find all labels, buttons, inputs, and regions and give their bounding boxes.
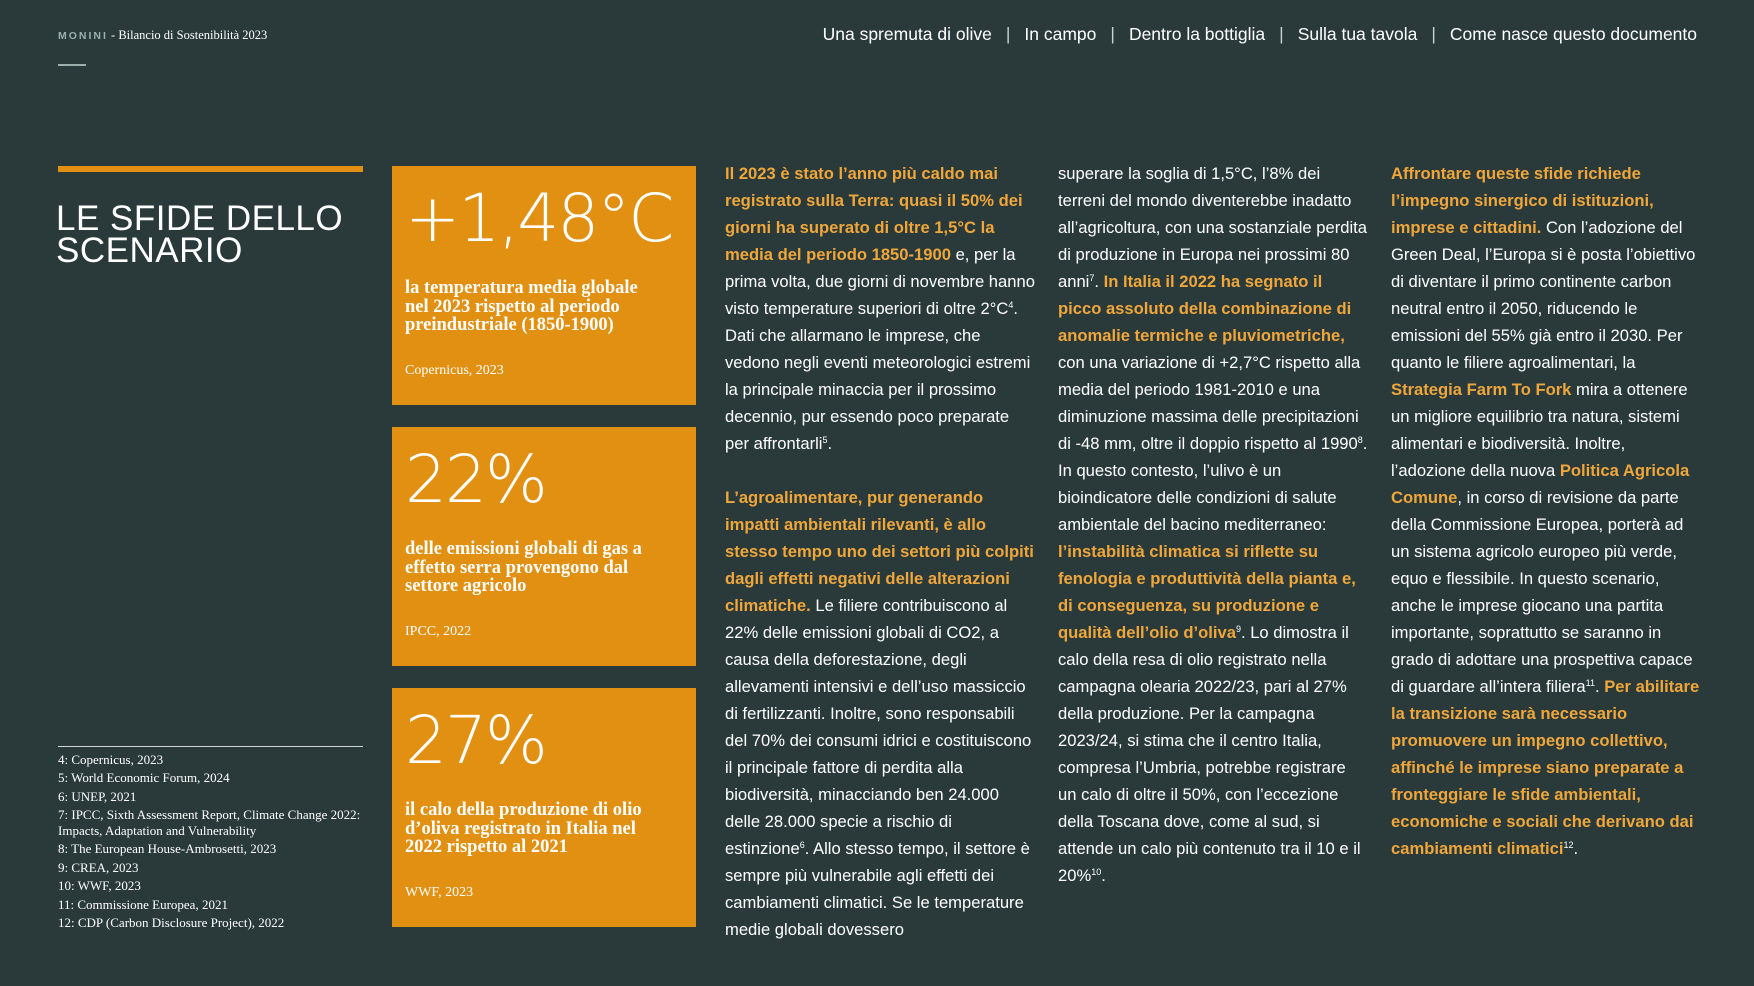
footnote-ref: 8 — [1357, 435, 1363, 445]
highlighted-text: Per abilitare la transizione sarà necessario promuovere un impegno collettivo, affinché le imprese siano preparate a fronteggiare le sfide ambientali, economiche e sociali che derivano dai cambiamenti climatici — [1391, 677, 1700, 858]
stat-card-emissions — [392, 427, 696, 666]
body-text: con una variazione di +2,7°C rispetto alla media del periodo 1981-2010 e una diminuzione massima delle precipitazioni di -48 mm, oltre il doppio rispetto al 1990 — [1058, 353, 1361, 453]
body-text: . — [1594, 677, 1605, 696]
body-text: superare la soglia di 1,5°C, l’8% dei terreni del mondo diventerebbe inadatto all’agricoltura, con una sostanziale perdita di produzione in Europa nei prossimi 80 anni — [1058, 164, 1368, 291]
stat-value: +1,48°C — [405, 180, 673, 257]
stat-description: delle emissioni globali di gas a effetto serra provengono dal settore agricolo — [405, 539, 642, 596]
body-text: Con l’adozione del Green Deal, l’Europa si è posta l’obiettivo di diventare il primo continente carbon neutral entro il 2050, riducendo le emissioni del 55% già entro il 2030. Per quanto le filiere agroalimentari, la — [1391, 218, 1696, 372]
highlighted-text: L’agroalimentare, pur generando impatti ambientali rilevanti, è allo stesso tempo uno dei settori più colpiti dagli effetti negativi delle alterazioni climatiche. — [725, 488, 1034, 615]
footnote-ref: 4 — [1008, 300, 1014, 310]
body-text: . In questo contesto, l’ulivo è un bioindicatore delle condizioni di salute ambientale del bacino mediterraneo: — [1058, 434, 1368, 534]
stat-source: WWF, 2023 — [405, 885, 474, 900]
section-title — [56, 199, 366, 271]
highlighted-text: Affrontare queste sfide richiede l’impegno sinergico di istituzioni, imprese e cittadini. — [1391, 164, 1654, 237]
top-navigation — [823, 24, 1697, 45]
stat-card-olive-oil-production — [392, 688, 696, 927]
footnote-ref: 10 — [1091, 867, 1102, 877]
stat-source: Copernicus, 2023 — [405, 363, 504, 378]
footnote-5: 5: World Economic Forum, 2024 — [58, 770, 230, 786]
body-text: . — [1094, 272, 1104, 291]
nav-item-in-campo[interactable]: In campo — [1024, 24, 1097, 44]
body-column-1 — [725, 160, 1035, 943]
nav-separator: | — [1431, 24, 1436, 44]
footnote-10: 10: WWF, 2023 — [58, 878, 141, 894]
document-subtitle: - Bilancio di Sostenibilità 2023 — [107, 28, 268, 42]
paragraph — [1391, 160, 1701, 862]
body-text: Le filiere contribuiscono al 22% delle emissioni globali di CO2, a causa della deforestazione, degli allevamenti intensivi e dell’uso massiccio di fertilizzanti. Inoltre, sono responsabili del 70% dei consumi idrici e costituiscono il principale fattore di perdita alla biodiversità, minacciando ben 24.000 delle 28.000 specie a rischio di estinzione — [725, 596, 1032, 858]
footnote-7: 7: IPCC, Sixth Assessment Report, Climate Change 2022: Impacts, Adaptation and Vulnerability — [58, 807, 361, 838]
section-title-rule — [58, 166, 363, 172]
stat-source: IPCC, 2022 — [405, 624, 472, 639]
body-text: . — [1573, 839, 1579, 858]
body-text: . — [1101, 866, 1106, 885]
body-text: . — [827, 434, 833, 453]
stat-value: 22% — [405, 441, 546, 518]
footnote-12: 12: CDP (Carbon Disclosure Project), 2022 — [58, 914, 285, 930]
body-column-2 — [1058, 160, 1368, 889]
highlighted-text: Strategia Farm To Fork — [1391, 380, 1572, 399]
footnote-4: 4: Copernicus, 2023 — [58, 752, 164, 767]
footnote-9: 9: CREA, 2023 — [58, 859, 139, 875]
nav-separator: | — [1005, 24, 1011, 44]
section-title-line-2: SCENARIO — [56, 231, 243, 271]
stat-card-temperature — [392, 166, 696, 405]
nav-item-dentro-la-bottiglia[interactable]: Dentro la bottiglia — [1128, 24, 1266, 44]
footnote-8: 8: The European House-Ambrosetti, 2023 — [58, 841, 277, 857]
nav-item-una-spremuta-di-olive[interactable]: Una spremuta di olive — [822, 24, 992, 44]
nav-separator: | — [1279, 24, 1284, 44]
header-divider — [58, 64, 86, 66]
stat-description: il calo della produzione di olio d’oliva registrato in Italia nel 2022 rispetto al 2021 — [405, 800, 642, 857]
nav-item-sulla-tua-tavola[interactable]: Sulla tua tavola — [1297, 24, 1418, 44]
body-text: . Allo stesso tempo, il settore è sempre più vulnerabile agli effetti dei cambiamenti climatici. Se le temperature medie globali dovessero — [725, 839, 1030, 939]
section-title-line-1: LE SFIDE DELLO — [56, 199, 344, 239]
footnote-11: 11: Commissione Europea, 2021 — [58, 896, 228, 912]
body-text: mira a ottenere un migliore equilibrio tra natura, sistemi alimentari e biodiversità. Inoltre, l’adozione della nuova — [1391, 380, 1688, 480]
footnotes-list — [58, 746, 363, 933]
body-column-3 — [1391, 160, 1701, 862]
body-text: , in corso di revisione da parte della Commissione Europea, porterà ad un sistema agricolo europeo più verde, equo e flessibile. In questo scenario, anche le imprese giocano una partita importante, soprattutto se saranno in grado di adottare una prospettiva capace di guardare all’intera filiera — [1391, 488, 1693, 696]
stat-description: la temperatura media globale nel 2023 rispetto al periodo preindustriale (1850-1900) — [405, 278, 638, 335]
footnote-ref: 12 — [1563, 840, 1574, 850]
paragraph — [725, 484, 1035, 943]
footnote-6: 6: UNEP, 2021 — [58, 788, 137, 804]
paragraph — [725, 160, 1035, 457]
footnote-ref: 5 — [822, 435, 828, 445]
footnote-ref: 9 — [1235, 624, 1241, 634]
highlighted-text: In Italia il 2022 ha segnato il picco assoluto della combinazione di anomalie termiche e pluviometriche, — [1058, 272, 1352, 345]
brand-name: MONINI — [58, 30, 108, 42]
paragraph — [1058, 160, 1368, 889]
footnote-ref: 6 — [799, 840, 805, 850]
body-text: . Lo dimostra il calo della resa di olio registrato nella campagna olearia 2022/23, pari al 27% della produzione. Per la campagna 2023/24, si stima che il centro Italia, compresa l’Umbria, potrebbe registrare un calo di oltre il 50%, con l’eccezione della Toscana dove, come al sud, si attende un calo più contenuto tra il 10 e il 20% — [1058, 623, 1361, 885]
body-text: e, per la prima volta, due giorni di novembre hanno visto temperature superiori di oltre 2°C — [725, 245, 1035, 318]
nav-item-come-nasce-questo-documento[interactable]: Come nasce questo documento — [1449, 24, 1697, 44]
nav-separator: | — [1110, 24, 1115, 44]
body-text: . Dati che allarmano le imprese, che vedono negli eventi meteorologici estremi la principale minaccia per il prossimo decennio, pur essendo poco preparate per affrontarli — [725, 299, 1031, 453]
footnote-ref: 7 — [1089, 273, 1095, 283]
highlighted-text: Politica Agricola Comune — [1391, 461, 1690, 507]
stat-value: 27% — [405, 702, 546, 779]
highlighted-text: Il 2023 è stato l’anno più caldo mai registrato sulla Terra: quasi il 50% dei giorni ha superato di oltre 1,5°C la media del periodo 1850-1900 — [725, 164, 1023, 264]
document-header — [58, 28, 267, 43]
footnote-ref: 11 — [1585, 678, 1595, 688]
highlighted-text: l’instabilità climatica si riflette su fenologia e produttività della pianta e, di conseguenza, su produzione e qualità dell’olio d’oliva — [1058, 542, 1356, 642]
